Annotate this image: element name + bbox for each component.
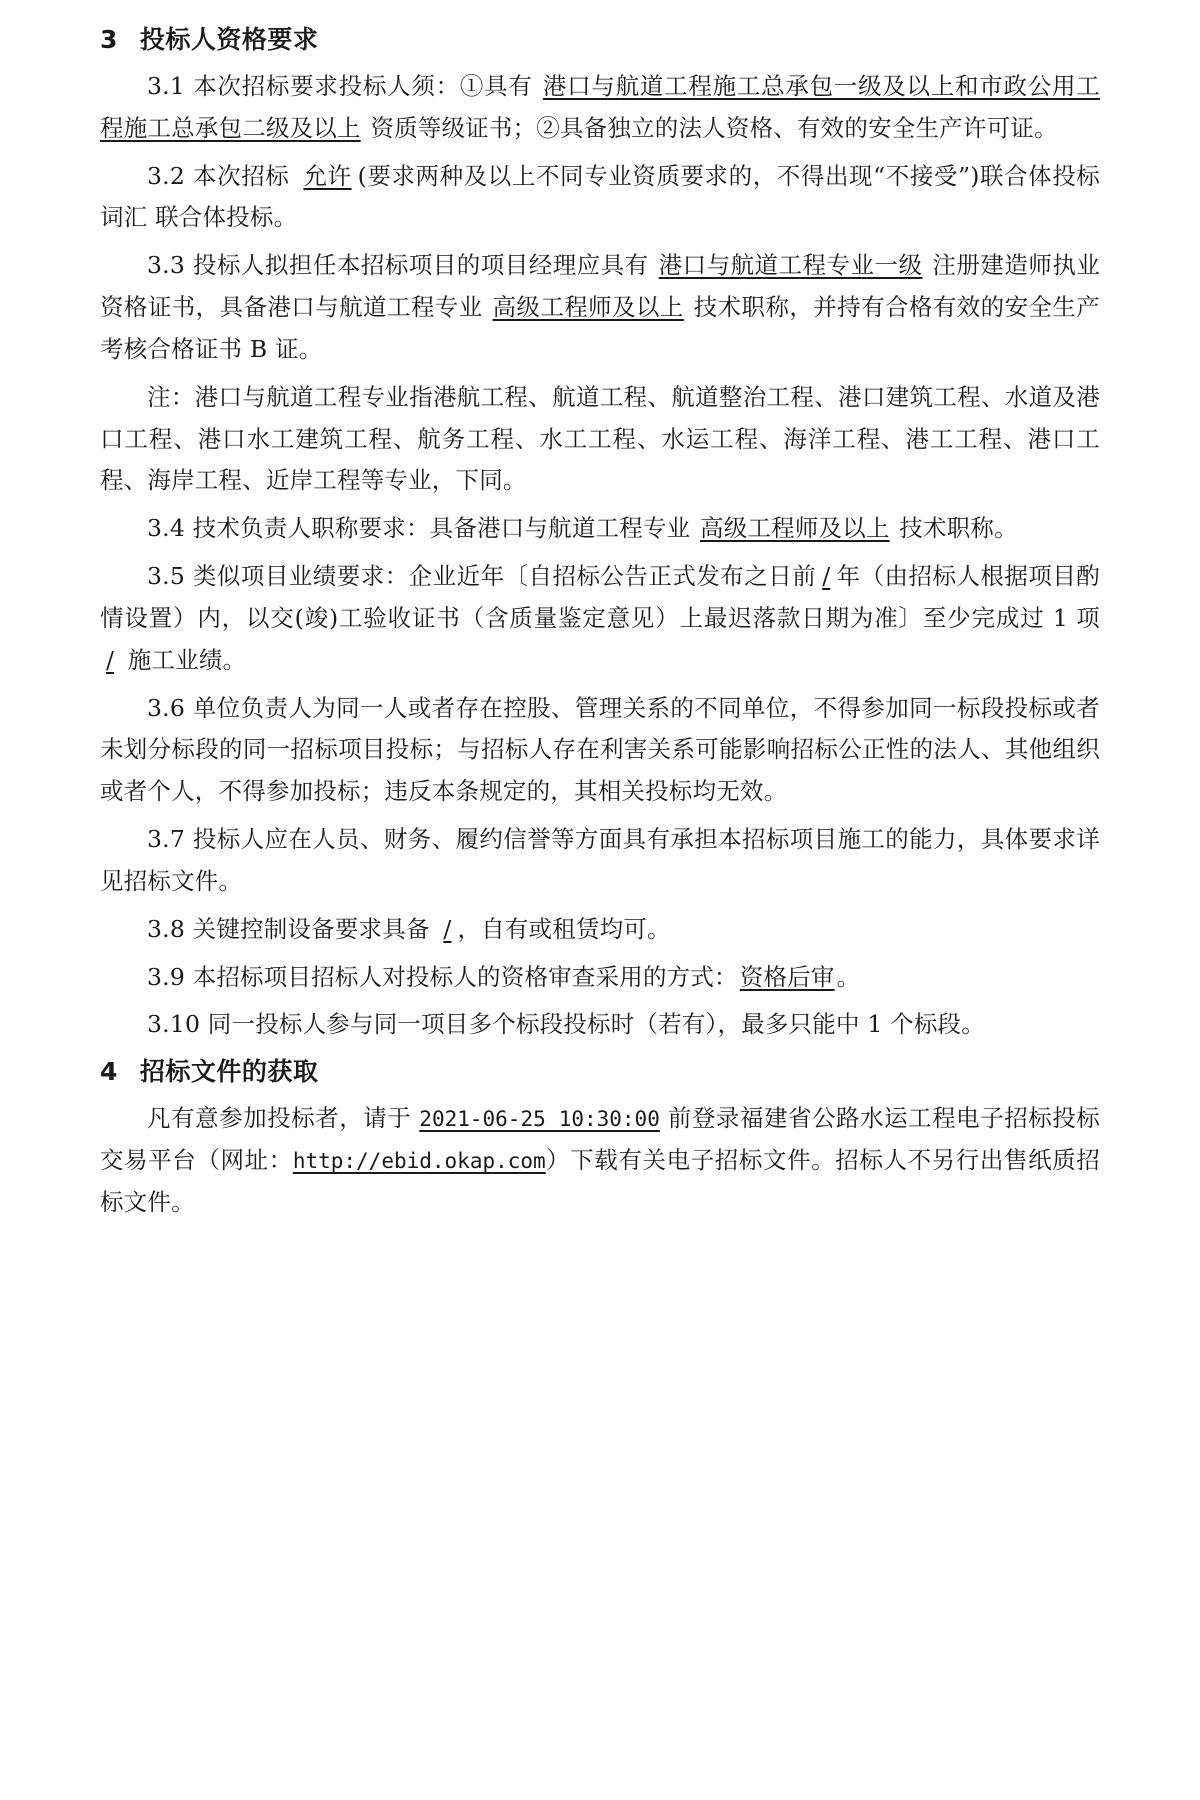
clause-4-fill-datetime: 2021-06-25 10:30:00 xyxy=(419,1107,660,1132)
clause-3-9 xyxy=(100,957,1100,999)
section-heading-4 xyxy=(100,1052,1100,1088)
clause-3-3-note: 注：港口与航道工程专业指港航工程、航道工程、航道整治工程、港口建筑工程、水道及港口工程、港口水工建筑工程、航务工程、水工工程、水运工程、海洋工程、港工工程、港口工程、海岸工程、近岸工程等专业，下同。 xyxy=(100,382,1100,495)
section-number: 4 xyxy=(100,1057,118,1087)
clause-4-tail: ）下载有关电子招标文件。招标人不另行出售纸质招标文件。 xyxy=(100,1146,1100,1216)
clause-3-5 xyxy=(100,556,1100,681)
clause-3-2 xyxy=(100,156,1100,240)
clause-3-1-lead: 3.1 本次招标要求投标人须：①具有 xyxy=(147,72,533,100)
clause-3-5-tail: 施工业绩。 xyxy=(127,645,247,674)
clause-3-5-fill-years: / xyxy=(822,562,831,591)
clause-3-3-mid: 注册建造师执业资格证书，具备港口与航道工程专业 xyxy=(100,251,1101,322)
clause-3-2-fill-allow: 允许 xyxy=(303,161,352,190)
clause-3-8 xyxy=(100,909,1100,951)
clause-3-8-fill-equipment: / xyxy=(443,914,452,943)
clause-3-3-lead: 3.3 投标人拟担任本招标项目的项目经理应具有 xyxy=(147,251,649,280)
clause-3-4-lead: 3.4 技术负责人职称要求：具备港口与航道工程专业 xyxy=(147,514,691,543)
clause-3-8-tail: ，自有或租赁均可。 xyxy=(457,914,671,943)
section-number: 3 xyxy=(100,25,118,54)
clause-3-9-tail: 。 xyxy=(836,962,861,991)
clause-3-2-tail: (要求两种及以上不同专业资质要求的，不得出现“不接受”)联合体投标词汇 联合体投标。 xyxy=(100,161,1100,232)
clause-4-body xyxy=(100,1098,1100,1223)
clause-3-7: 3.7 投标人应在人员、财务、履约信誉等方面具有承担本招标项目施工的能力，具体要求详见招标文件。 xyxy=(100,825,1100,895)
clause-4-url-prefix: （网址： xyxy=(196,1146,293,1175)
clause-3-4-fill-title: 高级工程师及以上 xyxy=(700,514,890,543)
clause-3-5-lead: 3.5 类似项目业绩要求：企业近年〔自招标公告正式发布之日前 xyxy=(147,562,817,591)
clause-3-4-tail: 技术职称。 xyxy=(899,514,1018,543)
clause-3-1 xyxy=(100,66,1100,150)
clause-3-8-lead: 3.8 关键控制设备要求具备 xyxy=(147,914,430,943)
clause-3-3 xyxy=(100,245,1100,370)
clause-3-4 xyxy=(100,508,1100,550)
clause-3-3-fill-title: 高级工程师及以上 xyxy=(492,293,684,322)
clause-4-lead: 凡有意参加投标者，请于 xyxy=(147,1104,412,1133)
platform-url-link[interactable]: http://ebid.okap.com xyxy=(292,1149,546,1174)
clause-3-3-fill-manager-level: 港口与航道工程专业一级 xyxy=(658,251,923,280)
clause-3-3-tail: 技术职称，并持有合格有效的安全生产考核合格证书 B 证。 xyxy=(100,293,1101,363)
clause-3-1-fill-qualification: 港口与航道工程施工总承包一级及以上和市政公用工程施工总承包二级及以上 xyxy=(100,72,1100,142)
clause-3-5-mid: 年（由招标人根据项目酌情设置）内，以交(竣)工验收证书（含质量鉴定意见）上最迟落款日期为准〕至少完成过 1 项 xyxy=(100,562,1101,632)
clause-4-mid: 前登录福建省公路水运工程电子招标投标交易平台 xyxy=(100,1104,1100,1175)
section-heading-3 xyxy=(100,20,1100,56)
clause-3-10: 3.10 同一投标人参与同一项目多个标段投标时（若有），最多只能中 1 个标段。 xyxy=(147,1010,985,1039)
clause-3-6: 3.6 单位负责人为同一人或者存在控股、管理关系的不同单位，不得参加同一标段投标或者未划分标段的同一招标项目投标；与招标人存在利害关系可能影响招标公正性的法人、其他组织或者个人，不得参加投标；违反本条规定的，其相关投标均无效。 xyxy=(100,693,1100,806)
clause-3-2-lead: 3.2 本次招标 xyxy=(147,161,290,190)
clause-3-9-lead: 3.9 本招标项目招标人对投标人的资格审查采用的方式： xyxy=(147,962,738,991)
section-title-text: 招标文件的获取 xyxy=(139,1057,319,1087)
section-title-text: 投标人资格要求 xyxy=(139,25,319,54)
clause-3-9-fill-review-method: 资格后审 xyxy=(739,962,835,991)
clause-3-1-tail: 资质等级证书；②具备独立的法人资格、有效的安全生产许可证。 xyxy=(370,113,1058,142)
clause-3-5-fill-performance: / xyxy=(106,645,115,674)
